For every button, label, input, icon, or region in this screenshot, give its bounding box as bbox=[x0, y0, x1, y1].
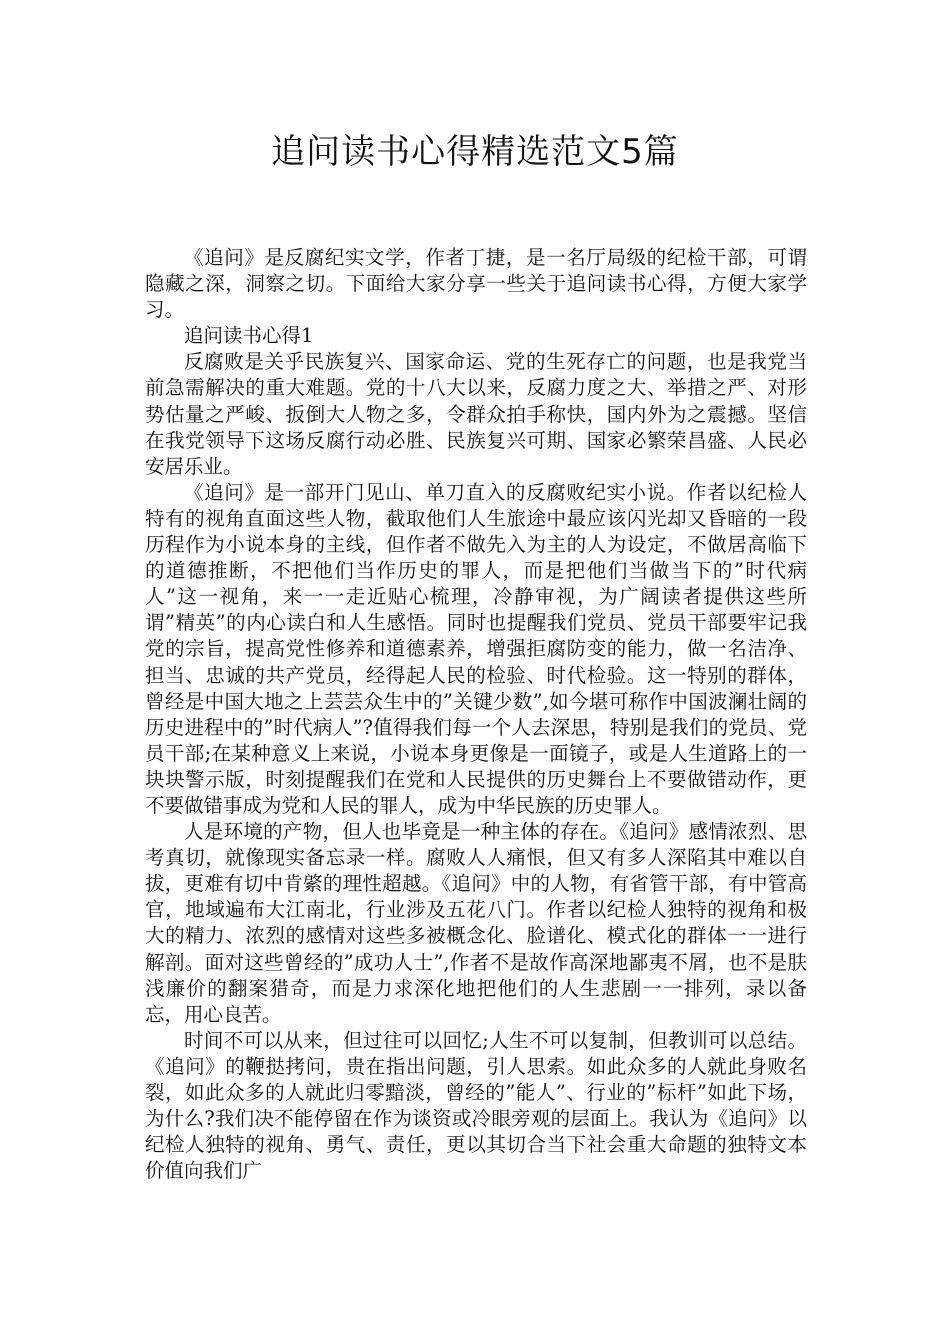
body-paragraph: 时间不可以从来，但过往可以回忆;人生不可以复制，但教训可以总结。《追问》的鞭挞拷问，贵在指出问题，引人思索。如此众多的人就此身败名裂，如此众多的人就此归零黯淡，曾经的”能人”、行业的”标杆”如此下场，为什么?我们决不能停留在作为谈资或冷眼旁观的层面上。我认为《追问》以纪检人独特的视角、勇气、责任，更以其切合当下社会重大命题的独特文本价值向我们广 bbox=[145, 1028, 807, 1183]
section-heading: 追问读书心得1 bbox=[184, 324, 314, 348]
body-paragraph: 人是环境的产物，但人也毕竟是一种主体的存在。《追问》感情浓烈、思考真切，就像现实备忘录一样。腐败人人痛恨，但又有多人深陷其中难以自拔，更难有切中肯綮的理性超越。《追问》中的人物，有省管干部，有中管高官，地域遍布大江南北，行业涉及五花八门。作者以纪检人独特的视角和极大的精力、浓烈的感情对这些多被概念化、脸谱化、模式化的群体一一进行解剖。面对这些曾经的”成功人士”,作者不是故作高深地鄙夷不屑，也不是肤浅廉价的翻案猎奇，而是力求深化地把他们的人生悲剧一一排列，录以备忘，用心良苦。 bbox=[145, 820, 807, 1026]
document-title: 追问读书心得精选范文5篇 bbox=[271, 132, 679, 172]
body-paragraph: 反腐败是关乎民族复兴、国家命运、党的生死存亡的问题，也是我党当前急需解决的重大难题。党的十八大以来，反腐力度之大、举措之严、对形势估量之严峻、扳倒大人物之多，令群众拍手称快，国内外为之震撼。坚信在我党领导下这场反腐行动必胜、民族复兴可期、国家必繁荣昌盛、人民必安居乐业。 bbox=[145, 350, 807, 478]
document-body bbox=[145, 245, 807, 1184]
intro-paragraph: 《追问》是反腐纪实文学，作者丁捷，是一名厅局级的纪检干部，可谓隐藏之深，洞察之切。下面给大家分享一些关于追问读书心得，方便大家学习。 bbox=[145, 246, 807, 322]
body-paragraph: 《追问》是一部开门见山、单刀直入的反腐败纪实小说。作者以纪检人特有的视角直面这些人物，截取他们人生旅途中最应该闪光却又昏暗的一段历程作为小说本身的主线，但作者不做先入为主的人为设定，不做居高临下的道德推断，不把他们当作历史的罪人，而是把他们当做当下的”时代病人”这一视角，来一一走近贴心梳理，冷静审视，为广阔读者提供这些所谓”精英”的内心读白和人生感悟。同时也提醒我们党员、党员干部要牢记我党的宗旨，提高党性修养和道德素养，增强拒腐防变的能力，做一名洁净、担当、忠诚的共产党员，经得起人民的检验、时代检验。这一特别的群体，曾经是中国大地之上芸芸众生中的”关键少数”,如今堪可称作中国波澜壮阔的历史进程中的”时代病人”?值得我们每一个人去深思，特别是我们的党员、党员干部;在某种意义上来说，小说本身更像是一面镜子，或是人生道路上的一块块警示版，时刻提醒我们在党和人民提供的历史舞台上不要做错动作，更不要做错事成为党和人民的罪人，成为中华民族的历史罪人。 bbox=[145, 480, 807, 817]
